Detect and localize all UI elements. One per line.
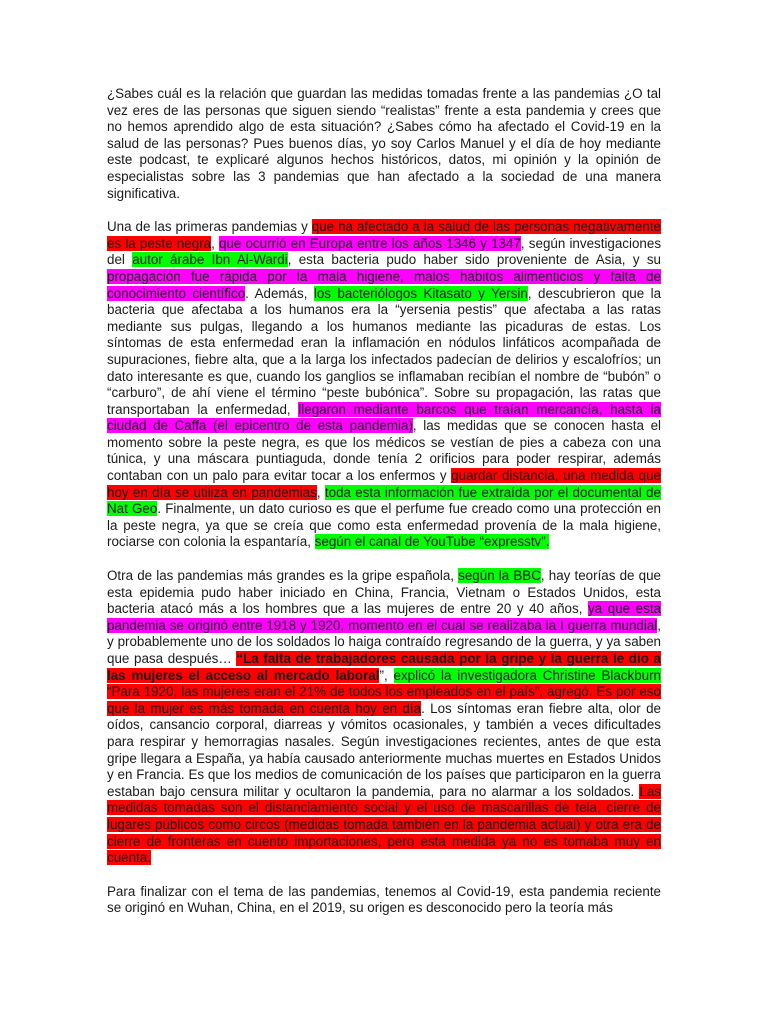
body-text: , esta bacteria pudo haber sido proveniente de Asia, y su (287, 252, 661, 268)
body-text: . Los síntomas eran fiebre alta, olor de oídos, cansancio corporal, diarreas y vómitos ocasionales, y también a veces dificultades para respirar y hemorragias nasales. Según investigaciones recientes, antes de que esta gripe llegara a España, ya había causado anteriormente muchas muertes en Estados Unidos y en Francia. Es que los medios de comunicación de los países que participaron en la guerra estaban bajo censura militar y ocultaron la pandemia, para no alarmar a los soldados. (107, 700, 661, 799)
body-text: Una de las primeras pandemias y (107, 219, 312, 235)
highlight-red-text: guardar distancia, una medida que hoy en día se utiliza en pandemias (107, 468, 661, 500)
document-body (107, 86, 661, 934)
body-text: , descubrieron que la bacteria que afectaba a los humanos era la “yersenia pestis” que afectaba a las ratas mediante sus pulgas, llegando a los humanos mediante las picaduras de estas. Los síntomas de esta enfermedad eran la inflamación en nódulos linfáticos acompañada de supuraciones, fiebre alta, que a la larga los infectados padecían de delirios y escalofríos; un dato interesante es que, cuando los ganglios se inflamaban recibían el nombre de “bubón” o “carburo”, de ahí viene el término “peste bubónica”. Sobre su propagación, las ratas que transportaban la enfermedad, (107, 285, 662, 417)
highlight-magenta-text: que ocurrió en Europa entre los años 1346 y 1347 (219, 235, 521, 251)
body-text: , hay teorías de que esta epidemia pudo haber iniciado en China, Francia, Vietnam o Estados Unidos, esta bacteria atacó más a los hombres que a las mujeres de entre 20 y 40 años, (107, 568, 661, 617)
highlight-red-text: “La falta de trabajadores causada por la gripe y la guerra le dio a las mujeres el acceso al mercado laboral (107, 651, 661, 683)
highlight-magenta-text: propagación fue rápida por la mala higiene, malos hábitos alimenticios y falta de conocimiento científico (107, 268, 661, 301)
highlight-green-text: según el canal de YouTube “expresstv”. (314, 534, 550, 550)
body-text: . Además, (245, 285, 314, 301)
highlight-red-text: “Para 1920, las mujeres eran el 21% de todos los empleados en el país”, agregó. Es por eso que la mujer es más tomada en cuenta hoy en día (107, 684, 661, 716)
paragraph-spanish-flu (107, 568, 661, 867)
highlight-green-text: los bacteriólogos Kitasato y Yersin (313, 285, 528, 301)
highlight-green-text: según la BBC (458, 568, 541, 584)
body-text: Para finalizar con el tema de las pandemias, tenemos al Covid-19, esta pandemia reciente se originó en Wuhan, China, en el 2019, su origen es desconocido pero la teoría más (107, 883, 661, 916)
body-text: Otra de las pandemias más grandes es la gripe española, (107, 568, 459, 584)
body-text: , (211, 235, 220, 251)
body-text: , las medidas que se conocen hasta el momento sobre la peste negra, es que los médicos se vestían de pies a cabeza con una túnica, y una máscara puntiaguda, donde tenía 2 orificios para poder respirar, además contaban con un palo para evitar tocar a los enfermos y (107, 418, 661, 484)
highlight-red-text: que ha afectado a la salud de las personas negativamente es la peste negra (107, 219, 661, 251)
body-text: . Finalmente, un dato curioso es que el perfume fue creado como una protección en la peste negra, ya que se creía que como esta enfermedad provenía de la mala higiene, rociarse con colonia la espantaría, (107, 501, 661, 550)
body-text: , (316, 484, 325, 500)
body-text: ¿Sabes cuál es la relación que guardan las medidas tomadas frente a las pandemias ¿O tal vez eres de las personas que siguen siendo “realistas” frente a esta pandemia y crees que no hemos aprendido algo de esta situación? ¿Sabes cómo ha afectado el Covid-19 en la salud de las personas? Pues buenos días, yo soy Carlos Manuel y el día de hoy mediante este podcast, te explicaré algunos hechos históricos, datos, mi opinión y la opinión de especialistas sobre las 3 pandemias que han afectado a la sociedad de una manera significativa. (107, 86, 661, 201)
highlight-red-text: Las medidas tomadas son el distanciamiento social y el uso de mascarillas de tela, cierre de lugares públicos como circos (medidas tomada también en la pandemia actual) y otra era de cierre de fronteras en cuento importaciones, pero esta medida ya no es tomaba muy en cuenta. (107, 783, 661, 866)
highlight-green-text: autor árabe Ibn Al-Wardi (132, 252, 288, 268)
highlight-magenta-text: ya que esta pandemia se originó entre 1918 y 1920, momento en el cual se realizaba la I guerra mundial (107, 601, 661, 633)
highlight-magenta-text: llegaron mediante barcos que traían mercancía, hasta la ciudad de Caffa (el epicentro de esta pandemia) (107, 401, 661, 434)
paragraph-black-death (107, 219, 661, 551)
paragraph-covid (107, 884, 661, 917)
body-text: ”, (379, 667, 394, 683)
body-text: , y probablemente uno de los soldados lo haiga contraído regresando de la guerra, y ya saben que pasa después… (107, 617, 661, 666)
body-text: , según investigaciones del (107, 235, 662, 268)
paragraph-intro (107, 86, 661, 202)
highlight-green-text: explicó la investigadora Christine Blackburn (393, 667, 662, 683)
highlight-green-text: toda esta información fue extraída por el documental de Nat Geo (107, 484, 662, 517)
